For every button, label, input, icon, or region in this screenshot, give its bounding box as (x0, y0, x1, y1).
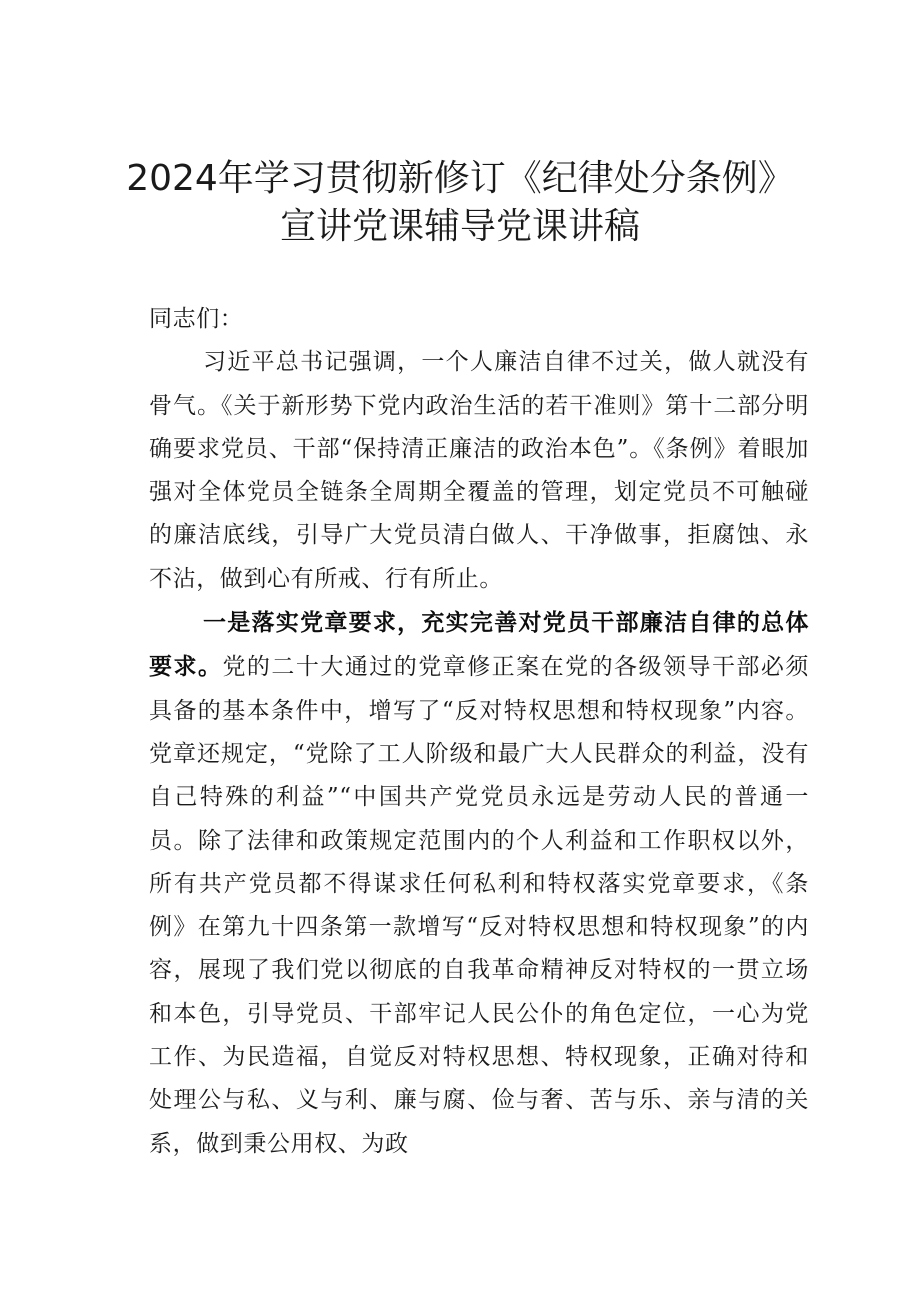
paragraph-intro-text: 习近平总书记强调，一个人廉洁自律不过关，做人就没有骨气。《关于新形势下党内政治生活的若干准则》第十二部分明确要求党员、干部“保持清正廉洁的政治本色”。《条例》着眼加强对全体党员全链条全周期全覆盖的管理，划定党员不可触碰的廉洁底线，引导广大党员清白做人、干净做事，拒腐蚀、永不沾，做到心有所戒、行有所止。 (149, 349, 809, 592)
document-title-line-1: 2024年学习贯彻新修订《纪律处分条例》 (126, 158, 794, 199)
section-one-heading: 一是落实党章要求，充实完善对党员干部廉洁自律的总体要求。 (149, 609, 809, 681)
greeting: 同志们： (149, 306, 244, 332)
document-title-line-2: 宣讲党课辅导党课讲稿 (279, 206, 640, 247)
section-one-text: 党的二十大通过的党章修正案在党的各级领导干部必须具备的基本条件中，增写了“反对特权思想和特权现象”内容。党章还规定，“党除了工人阶级和最广大人民群众的利益，没有自己特殊的利益”“中国共产党党员永远是劳动人民的普通一员。除了法律和政策规定范围内的个人利益和工作职权以外，所有共产党员都不得谋求任何私利和特权落实党章要求，《条例》在第九十四条第一款增写“反对特权思想和特权现象”的内容，展现了我们党以彻底的自我革命精神反对特权的一贯立场和本色，引导党员、干部牢记人民公仆的角色定位，一心为党工作、为民造福，自觉反对特权思想、特权现象，正确对待和处理公与私、义与利、廉与腐、俭与奢、苦与乐、亲与清的关系，做到秉公用权、为政 (149, 654, 809, 1157)
document-body (149, 298, 809, 1166)
paragraph-section-one (149, 601, 809, 1166)
paragraph-intro (149, 341, 809, 601)
